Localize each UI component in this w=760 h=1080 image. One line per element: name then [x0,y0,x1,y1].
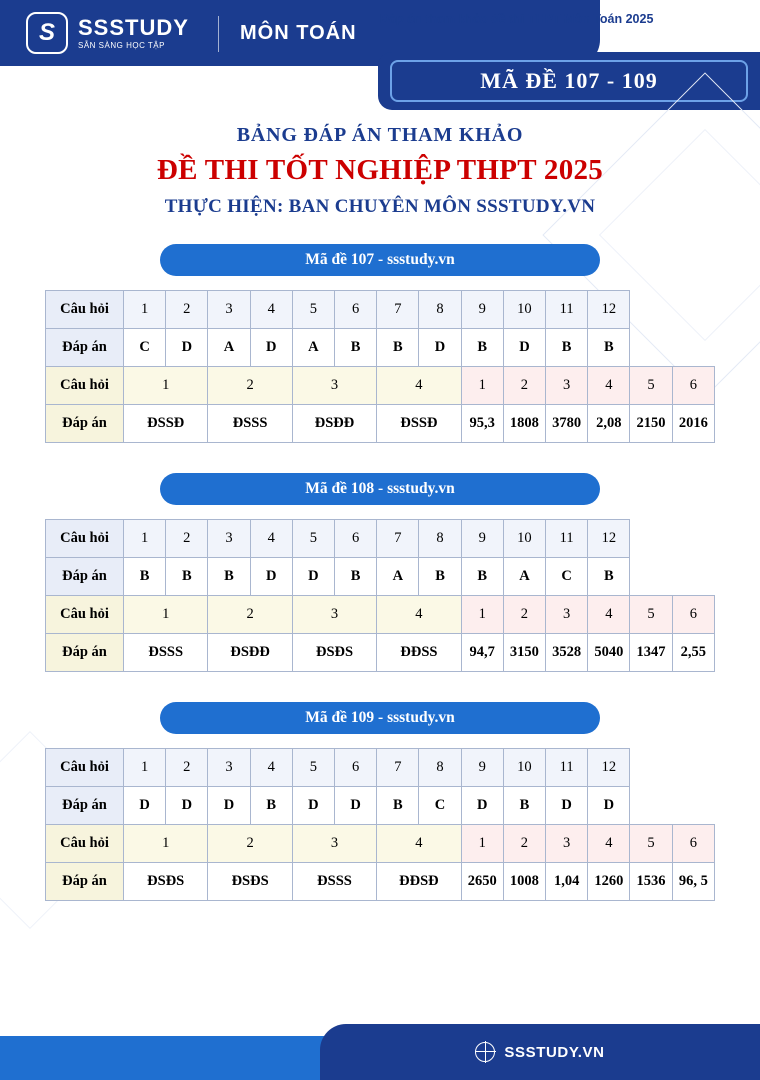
cell-question: 12 [588,520,630,558]
cell-question: 2 [503,825,545,863]
cell-answer: C [419,787,461,825]
cell-question: 9 [461,291,503,329]
cell-answer: D [250,558,292,596]
cell-answer: 1808 [503,405,545,443]
cell-answer: 3780 [546,405,588,443]
cell-answer: A [503,558,545,596]
cell-answer: D [250,329,292,367]
cell-answer: D [588,787,630,825]
page-footer [0,1024,760,1080]
logo-mark-icon: S [26,12,68,54]
cell-question: 6 [335,749,377,787]
header-divider [218,16,219,52]
cell-question: 2 [166,749,208,787]
cell-question: 5 [292,291,334,329]
cell-answer: D [546,787,588,825]
cell-answer: B [335,329,377,367]
cell-answer: 2016 [672,405,714,443]
cell-question: 2 [208,367,292,405]
cell-answer: A [208,329,250,367]
cell-question: 6 [672,825,714,863]
cell-question: 3 [292,596,376,634]
cell-question: 6 [672,596,714,634]
cell-answer: D [124,787,166,825]
cell-answer: 2150 [630,405,672,443]
cell-question: 6 [672,367,714,405]
cell-question: 4 [588,825,630,863]
cell-question: 4 [250,291,292,329]
cell-question: 7 [377,749,419,787]
cell-question: 2 [208,825,292,863]
cell-question: 12 [588,749,630,787]
row-label-question: Câu hỏi [46,749,124,787]
cell-question: 8 [419,749,461,787]
table-row [46,520,715,558]
cell-answer: ĐSSS [292,863,376,901]
cell-answer: D [166,329,208,367]
answer-table-107 [45,290,715,443]
cell-question: 4 [250,749,292,787]
section-pill-107: Mã đề 107 - ssstudy.vn [160,244,600,276]
cell-answer: 1347 [630,634,672,672]
cell-question: 11 [546,520,588,558]
cell-answer: D [208,787,250,825]
cell-question: 5 [292,749,334,787]
cell-question: 4 [588,596,630,634]
cell-question: 1 [124,520,166,558]
cell-answer: B [166,558,208,596]
cell-answer: D [166,787,208,825]
row-label-answer: Đáp án [46,863,124,901]
cell-answer: B [250,787,292,825]
cell-answer: 2,55 [672,634,714,672]
cell-answer: ĐSSĐ [377,405,461,443]
cell-question: 7 [377,291,419,329]
cell-answer: D [292,787,334,825]
cell-question: 2 [208,596,292,634]
answer-table-109 [45,748,715,901]
cell-answer: 2,08 [588,405,630,443]
cell-question: 1 [124,749,166,787]
cell-question: 11 [546,749,588,787]
cell-question: 10 [503,749,545,787]
cell-question: 3 [292,825,376,863]
row-label-answer: Đáp án [46,329,124,367]
cell-answer: ĐSĐĐ [208,634,292,672]
row-label-question: Câu hỏi [46,825,124,863]
cell-answer: D [503,329,545,367]
brand-logo [26,12,189,54]
table-row [46,329,715,367]
table-row [46,787,715,825]
cell-question: 3 [546,596,588,634]
cell-question: 8 [419,520,461,558]
cell-question: 9 [461,749,503,787]
cell-answer: 1,04 [546,863,588,901]
page-title-line2: ĐỀ THI TỐT NGHIỆP THPT 2025 [156,154,604,186]
row-label-question: Câu hỏi [46,596,124,634]
cell-answer: B [546,329,588,367]
cell-answer: D [461,787,503,825]
cell-question: 2 [166,520,208,558]
page-title-block [0,124,760,218]
cell-answer: 96, 5 [672,863,714,901]
cell-question: 5 [630,367,672,405]
brand-name: SSSTUDY [78,14,189,40]
cell-answer: B [377,787,419,825]
cell-question: 5 [292,520,334,558]
cell-answer: ĐSSS [208,405,292,443]
cell-question: 9 [461,520,503,558]
cell-question: 1 [124,291,166,329]
cell-answer: 2650 [461,863,503,901]
header-note: Đáp án tham khảo đề thi THPT Môn Toán 2025 [380,12,654,26]
cell-answer: A [292,329,334,367]
section-pill-108: Mã đề 108 - ssstudy.vn [160,473,600,505]
cell-question: 3 [546,825,588,863]
cell-question: 3 [292,367,376,405]
answer-section-108 [0,473,760,672]
cell-question: 3 [546,367,588,405]
cell-question: 3 [208,520,250,558]
cell-question: 1 [461,596,503,634]
cell-answer: A [377,558,419,596]
cell-answer: B [461,558,503,596]
table-row [46,634,715,672]
cell-question: 8 [419,291,461,329]
answer-table-108 [45,519,715,672]
cell-answer: ĐĐSĐ [377,863,461,901]
table-row [46,596,715,634]
cell-answer: 3528 [546,634,588,672]
cell-question: 4 [250,520,292,558]
cell-answer: D [292,558,334,596]
row-label-question: Câu hỏi [46,367,124,405]
footer-site-label: SSSTUDY.VN [504,1043,605,1061]
cell-answer: ĐSĐĐ [292,405,376,443]
table-row [46,558,715,596]
cell-question: 2 [166,291,208,329]
cell-answer: 95,3 [461,405,503,443]
cell-answer: ĐSSĐ [124,405,208,443]
cell-answer: D [335,787,377,825]
cell-question: 6 [335,291,377,329]
page-title-line3: THỰC HIỆN: BAN CHUYÊN MÔN SSSTUDY.VN [164,196,596,217]
cell-answer: 1008 [503,863,545,901]
page-title-line1: BẢNG ĐÁP ÁN THAM KHẢO [236,124,524,146]
table-row [46,367,715,405]
cell-answer: 1536 [630,863,672,901]
cell-answer: ĐSĐS [208,863,292,901]
cell-answer: B [335,558,377,596]
cell-question: 12 [588,291,630,329]
answer-section-109 [0,702,760,901]
cell-question: 3 [208,749,250,787]
subject-label: MÔN TOÁN [240,22,357,44]
cell-answer: ĐSĐS [292,634,376,672]
cell-answer: B [461,329,503,367]
cell-answer: B [503,787,545,825]
answer-section-107 [0,244,760,443]
cell-answer: ĐSSS [124,634,208,672]
cell-question: 1 [124,825,208,863]
cell-answer: ĐĐSS [377,634,461,672]
cell-answer: B [588,329,630,367]
cell-question: 5 [630,596,672,634]
row-label-question: Câu hỏi [46,520,124,558]
brand-tagline: SẴN SÀNG HỌC TẬP [78,40,165,50]
cell-answer: B [377,329,419,367]
footer-site-block [320,1024,760,1080]
row-label-answer: Đáp án [46,558,124,596]
cell-question: 4 [377,596,461,634]
cell-answer: ĐSĐS [124,863,208,901]
cell-question: 6 [335,520,377,558]
cell-question: 4 [377,367,461,405]
cell-answer: 3150 [503,634,545,672]
row-label-answer: Đáp án [46,634,124,672]
cell-question: 10 [503,520,545,558]
cell-question: 11 [546,291,588,329]
cell-question: 7 [377,520,419,558]
row-label-answer: Đáp án [46,787,124,825]
globe-icon [475,1042,495,1062]
cell-question: 1 [461,367,503,405]
table-row [46,291,715,329]
table-row [46,825,715,863]
cell-question: 1 [461,825,503,863]
cell-answer: C [546,558,588,596]
exam-code-label: MÃ ĐỀ 107 - 109 [390,60,748,102]
cell-question: 1 [124,367,208,405]
cell-answer: B [124,558,166,596]
cell-question: 2 [503,596,545,634]
cell-question: 1 [124,596,208,634]
table-row [46,405,715,443]
row-label-answer: Đáp án [46,405,124,443]
row-label-question: Câu hỏi [46,291,124,329]
cell-answer: C [124,329,166,367]
cell-question: 2 [503,367,545,405]
cell-answer: 5040 [588,634,630,672]
cell-answer: 94,7 [461,634,503,672]
cell-answer: 1260 [588,863,630,901]
cell-question: 4 [377,825,461,863]
cell-answer: B [208,558,250,596]
cell-question: 3 [208,291,250,329]
cell-answer: D [419,329,461,367]
section-pill-109: Mã đề 109 - ssstudy.vn [160,702,600,734]
cell-answer: B [419,558,461,596]
cell-answer: B [588,558,630,596]
cell-question: 10 [503,291,545,329]
table-row [46,749,715,787]
cell-question: 5 [630,825,672,863]
cell-question: 4 [588,367,630,405]
table-row [46,863,715,901]
